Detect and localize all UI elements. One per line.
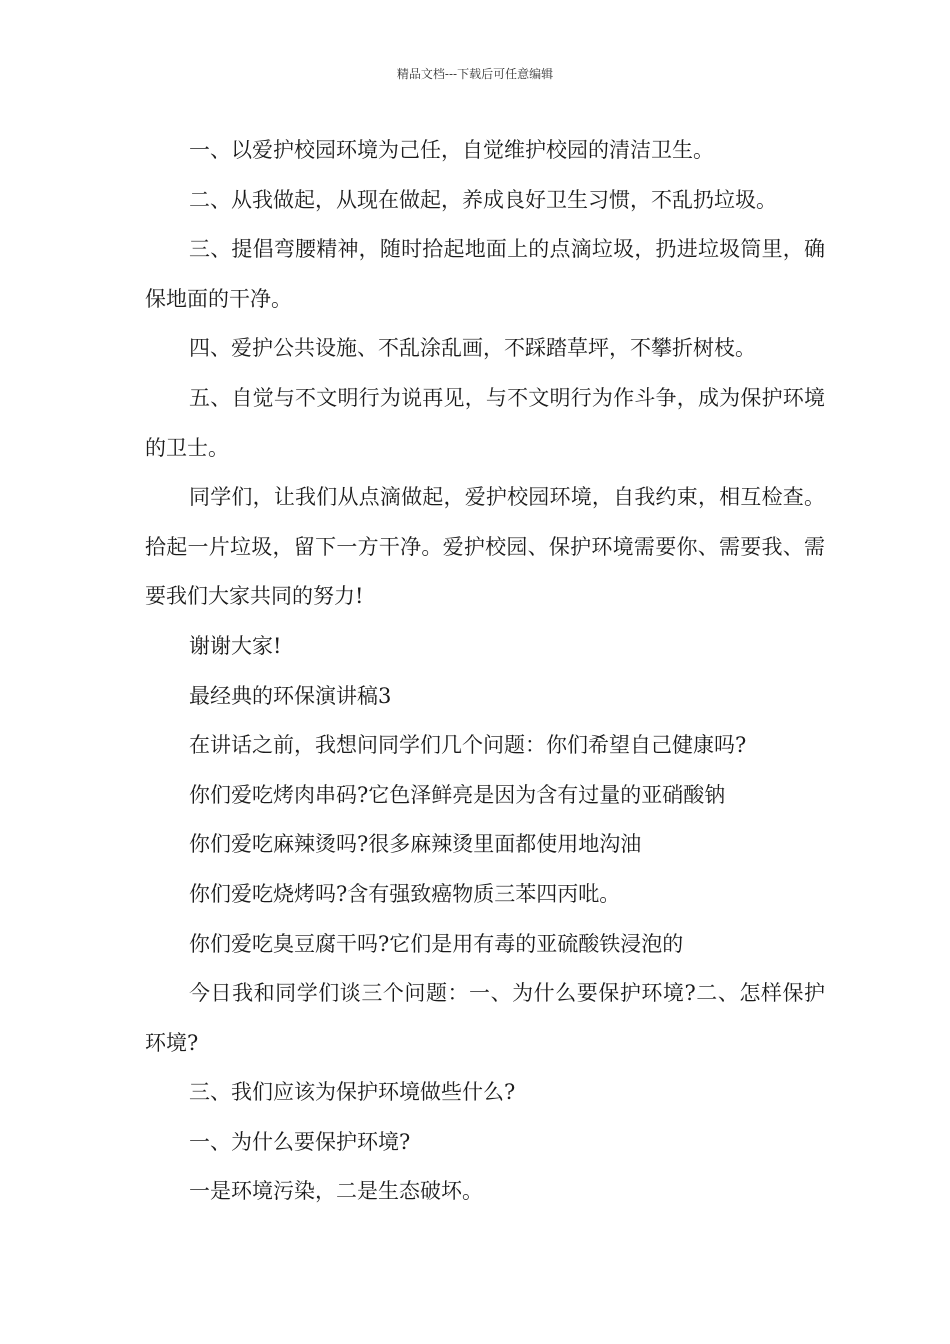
- section-title: 最经典的环保演讲稿3: [189, 683, 392, 708]
- paragraph: 一是环境污染，二是生态破坏。: [189, 1179, 483, 1204]
- paragraph: 三、我们应该为保护环境做些什么?: [189, 1080, 516, 1105]
- paragraph: 同学们，让我们从点滴做起，爱护校园环境，自我约束，相互检查。拾起一片垃圾，留下一方干净。爱护校园、保护环境需要你、需要我、需要我们大家共同的努力!: [145, 485, 825, 609]
- paragraph: 三、提倡弯腰精神，随时拾起地面上的点滴垃圾，扔进垃圾筒里，确保地面的干净。: [145, 237, 825, 311]
- paragraph: 今日我和同学们谈三个问题：一、为什么要保护环境?二、怎样保护环境?: [145, 981, 825, 1055]
- paragraph: 二、从我做起，从现在做起，养成良好卫生习惯，不乱扔垃圾。: [189, 187, 777, 212]
- paragraph: 你们爱吃麻辣烫吗?很多麻辣烫里面都使用地沟油: [189, 832, 642, 857]
- paragraph: 在讲话之前，我想问同学们几个问题：你们希望自己健康吗?: [189, 733, 747, 758]
- paragraph: 一、为什么要保护环境?: [189, 1129, 411, 1154]
- paragraph: 你们爱吃烤肉串码?它色泽鲜亮是因为含有过量的亚硝酸钠: [189, 782, 726, 807]
- document-body: [145, 126, 825, 1217]
- paragraph: 谢谢大家!: [189, 633, 282, 658]
- paragraph: 你们爱吃臭豆腐干吗?它们是用有毒的亚硫酸铁浸泡的: [189, 931, 684, 956]
- paragraph: 一、以爱护校园环境为己任，自觉维护校园的清洁卫生。: [189, 138, 714, 162]
- paragraph: 五、自觉与不文明行为说再见，与不文明行为作斗争，成为保护环境的卫士。: [145, 385, 825, 460]
- paragraph: 你们爱吃烧烤吗?含有强致癌物质三苯四丙吡。: [189, 881, 621, 906]
- page-header: 精品文档---下载后可任意编辑: [396, 67, 554, 81]
- paragraph: 四、爱护公共设施、不乱涂乱画，不踩踏草坪，不攀折树枝。: [189, 336, 756, 361]
